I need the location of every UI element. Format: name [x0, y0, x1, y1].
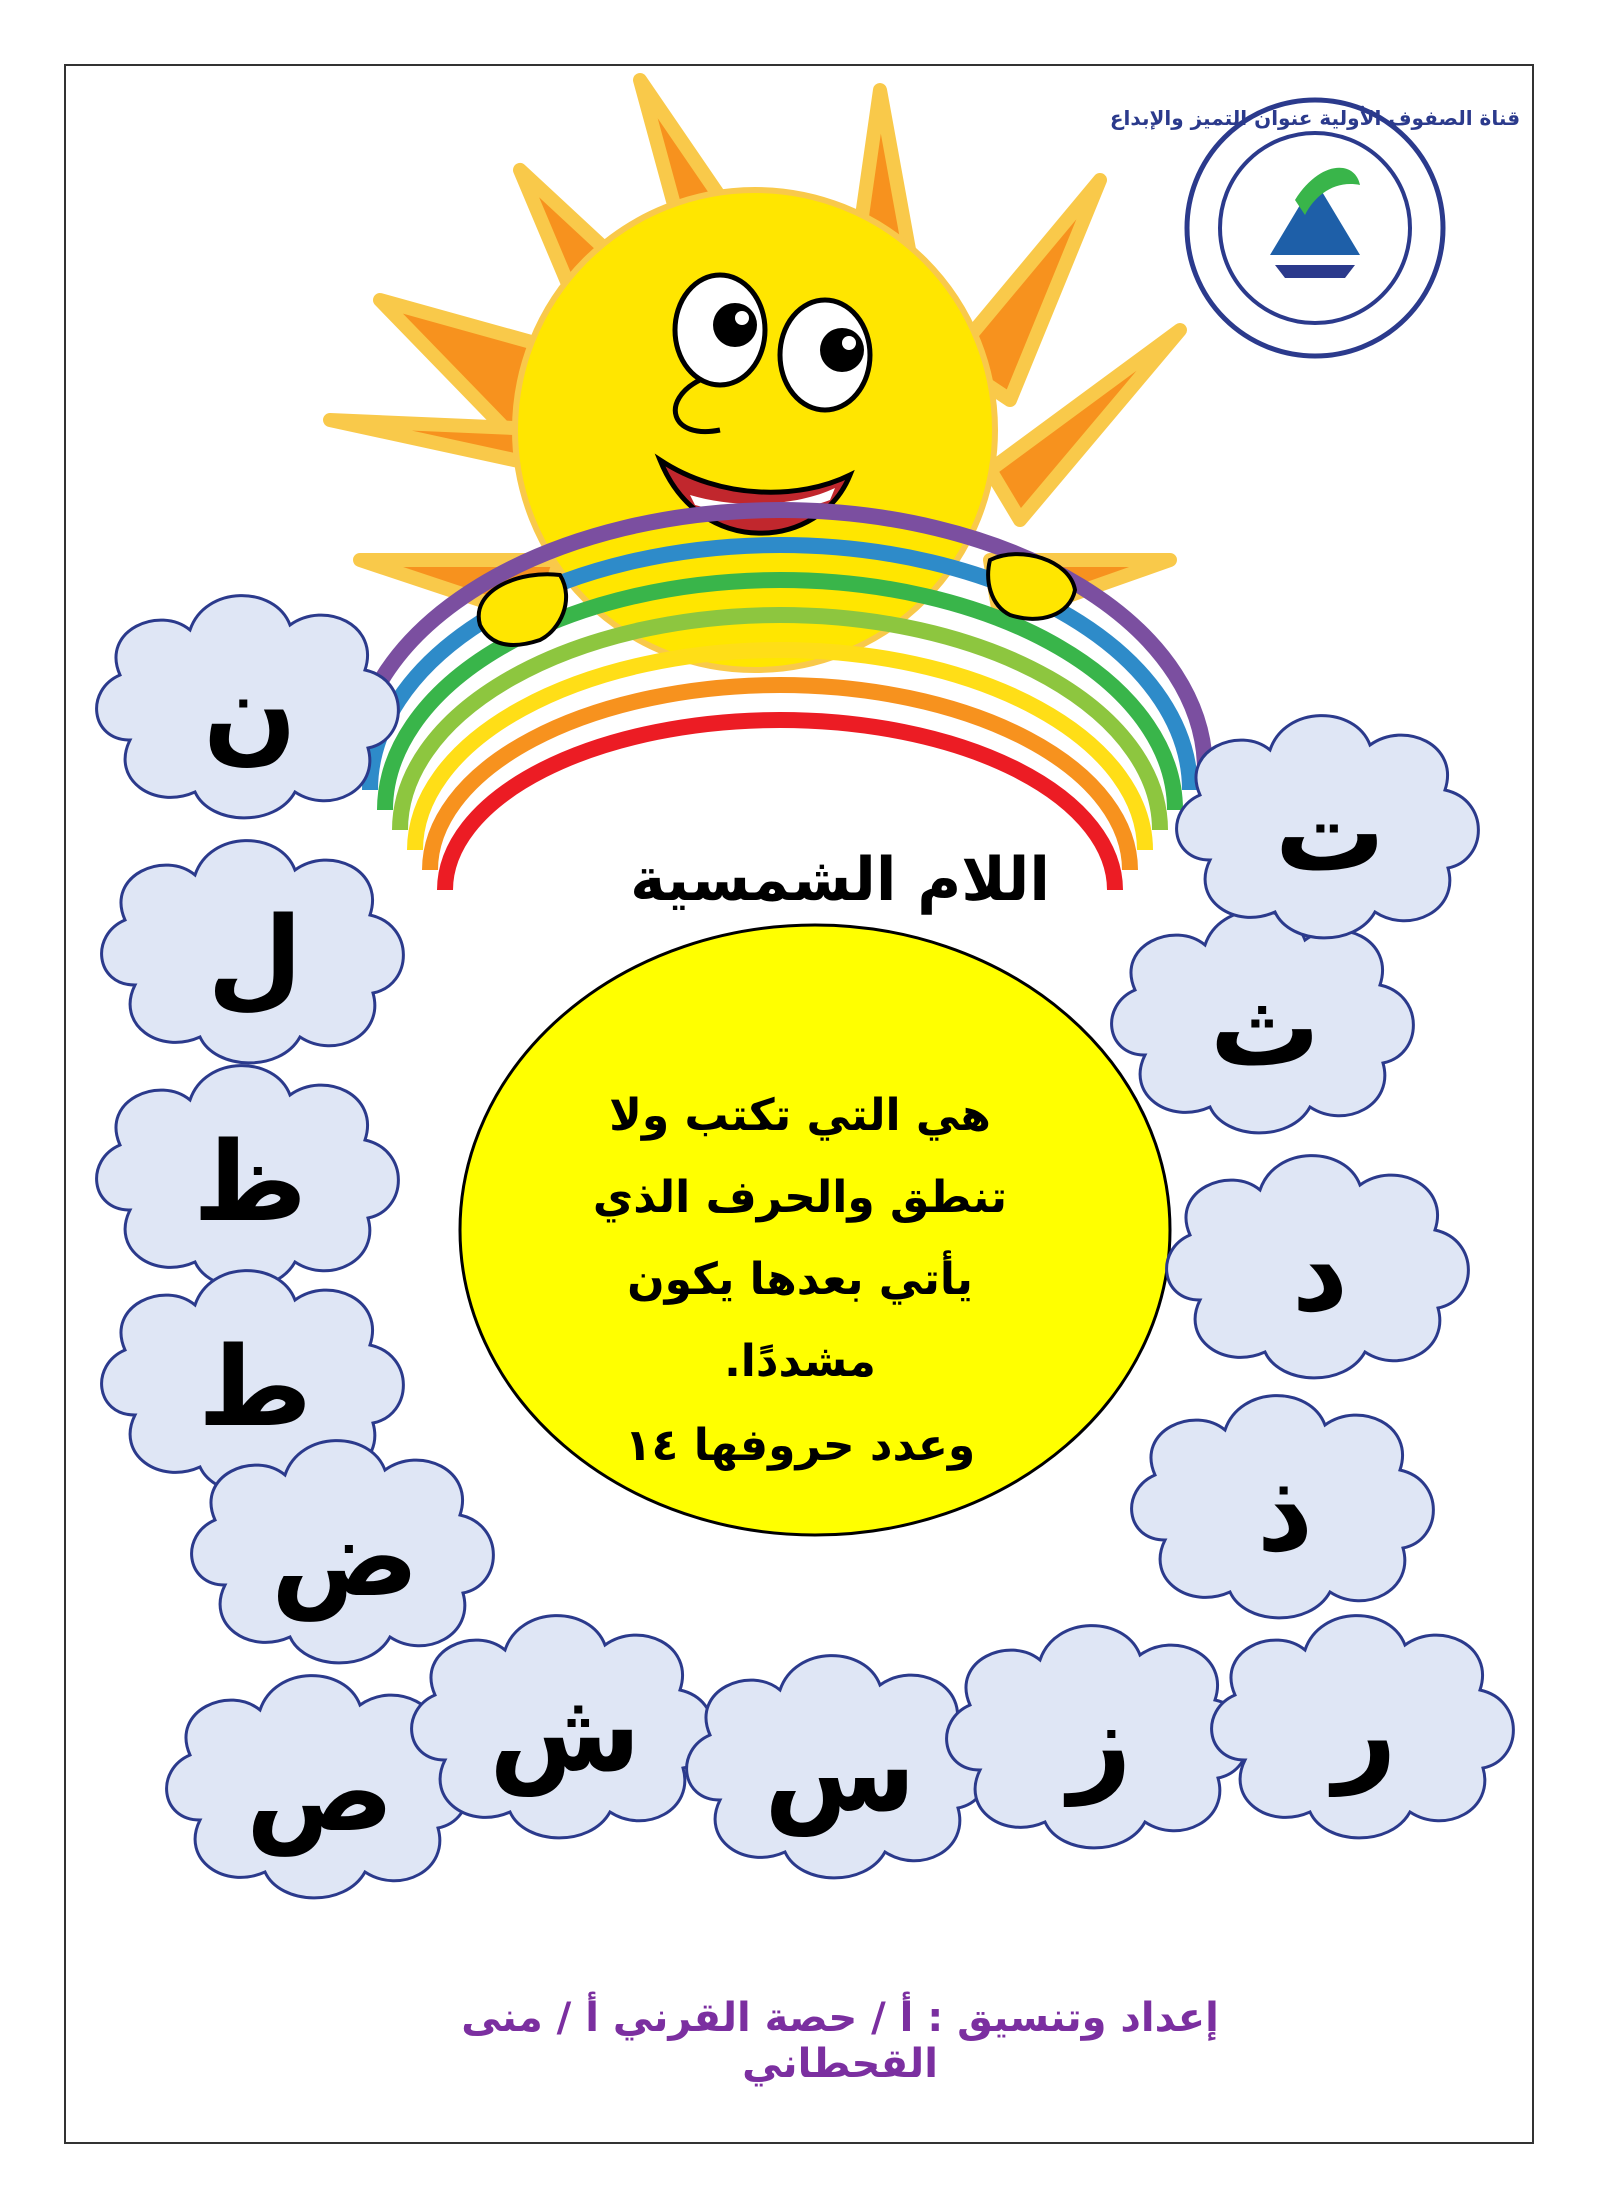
cloud-letter: ظ — [192, 1118, 308, 1246]
logo — [1110, 93, 1520, 363]
letter-cloud — [412, 1616, 714, 1838]
cloud-letter: ل — [207, 893, 303, 1021]
cloud-letter: ذ — [1256, 1448, 1314, 1576]
cloud-letter: ن — [203, 648, 297, 776]
cloud-letter: ر — [1333, 1668, 1397, 1796]
letter-cloud — [97, 596, 399, 818]
definition-line: هي التي تكتب ولا — [609, 1090, 991, 1141]
letter-cloud — [102, 841, 404, 1063]
letter-cloud — [1212, 1616, 1514, 1838]
cloud-letter: ط — [197, 1323, 313, 1451]
letter-cloud — [1167, 1156, 1469, 1378]
letter-cloud — [947, 1626, 1249, 1848]
letter-cloud — [192, 1441, 494, 1663]
letter-cloud — [1177, 716, 1479, 938]
letter-cloud — [687, 1656, 989, 1878]
cloud-letter: ش — [489, 1668, 641, 1796]
letter-cloud — [1132, 1396, 1434, 1618]
logo-ring-text: قناة الصفوف الأولية عنوان التميز والإبداع — [1109, 106, 1521, 130]
cloud-letter: س — [764, 1708, 916, 1836]
cloud-letter: ث — [1209, 963, 1321, 1091]
definition-text — [560, 1075, 1040, 1403]
letter-cloud — [1112, 911, 1414, 1133]
credits-text: إعداد وتنسيق : أ / حصة القرني أ / منى القحطاني — [461, 1995, 1219, 2087]
cloud-letter: د — [1291, 1208, 1349, 1336]
credits — [380, 1995, 1300, 2087]
letter-cloud — [97, 1066, 399, 1288]
page-title: اللام الشمسية — [630, 845, 1050, 915]
cloud-letter: ت — [1274, 768, 1386, 896]
definition-line: مشددًا. — [724, 1336, 876, 1387]
definition-line: يأتي بعدها يكون — [627, 1254, 973, 1305]
cloud-letter: ز — [1068, 1678, 1132, 1806]
cloud-letter: ص — [246, 1728, 394, 1856]
letter-count-text: وعدد حروفها ١٤ — [624, 1420, 976, 1471]
definition-line: تنطق والحرف الذي — [592, 1172, 1008, 1223]
cloud-letter: ض — [271, 1493, 419, 1621]
